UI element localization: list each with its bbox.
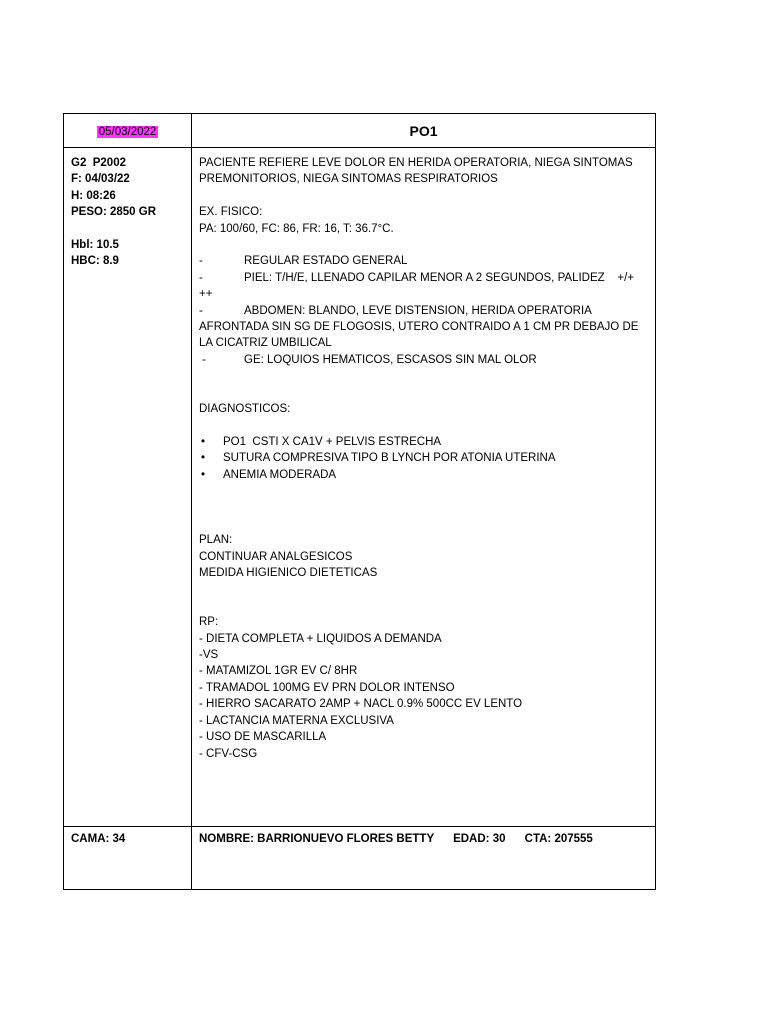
- diagnosis-1: PO1 CSTI X CA1V + PELVIS ESTRECHA: [223, 435, 442, 448]
- plan-item-2: MEDIDA HIGIENICO DIETETICAS: [199, 567, 378, 580]
- diagnosis-item: • PO1 CSTI X CA1V + PELVIS ESTRECHA: [199, 434, 648, 450]
- subjective-line-2: PREMONITORIOS, NIEGA SINTOMAS RESPIRATORIOS: [199, 173, 498, 186]
- patient-info-cell: [64, 148, 192, 827]
- date-cell: [64, 114, 192, 148]
- exam-skin: PIEL: T/H/E, LLENADO CAPILAR MENOR A 2 SEGUNDOS, PALIDEZ +/+: [244, 271, 635, 284]
- bed-number: CAMA: 34: [71, 833, 126, 845]
- rp-item-1: - DIETA COMPLETA + LIQUIDOS A DEMANDA: [199, 632, 442, 645]
- notes-cell: [192, 148, 656, 827]
- exam-item: - ABDOMEN: BLANDO, LEVE DISTENSION, HERIDA OPERATORIA: [199, 303, 648, 319]
- rp-item-7: - USO DE MASCARILLA: [199, 731, 327, 744]
- note-title: PO1: [192, 114, 656, 148]
- exam-skin-cont: ++: [199, 288, 213, 301]
- birth-date: F: 04/03/22: [71, 173, 130, 186]
- exam-abdomen-cont-2: LA CICATRIZ UMBILICAL: [199, 337, 332, 350]
- header-row: [64, 114, 656, 148]
- birth-time: H: 08:26: [71, 189, 116, 202]
- patient-cell: [192, 827, 656, 890]
- hemoglobin: Hbl: 10.5: [71, 239, 119, 252]
- plan-title: PLAN:: [199, 534, 233, 547]
- diagnosis-item: • ANEMIA MODERADA: [199, 467, 648, 483]
- bed-cell: [64, 827, 192, 890]
- exam-ge: GE: LOQUIOS HEMATICOS, ESCASOS SIN MAL OLOR: [244, 353, 537, 366]
- exam-title: EX. FISICO:: [199, 206, 263, 219]
- rp-item-8: - CFV-CSG: [199, 747, 258, 760]
- rp-item-5: - HIERRO SACARATO 2AMP + NACL 0.9% 500CC EV LENTO: [199, 698, 523, 711]
- clinical-note-table: [63, 113, 656, 890]
- diagnosis-2: SUTURA COMPRESIVA TIPO B LYNCH POR ATONIA UTERINA: [223, 452, 556, 465]
- exam-item: - PIEL: T/H/E, LLENADO CAPILAR MENOR A 2 SEGUNDOS, PALIDEZ +/+: [199, 270, 648, 286]
- vital-signs: PA: 100/60, FC: 86, FR: 16, T: 36.7°C.: [199, 222, 394, 235]
- note-date: 05/03/2022: [98, 125, 157, 138]
- gravida-para: G2 P2002: [71, 157, 126, 169]
- body-row: [64, 148, 656, 827]
- rp-title: RP:: [199, 616, 219, 629]
- hbc-value: HBC: 8.9: [71, 255, 119, 268]
- diagnosis-3: ANEMIA MODERADA: [223, 468, 337, 481]
- exam-abdomen: ABDOMEN: BLANDO, LEVE DISTENSION, HERIDA OPERATORIA: [244, 304, 592, 317]
- patient-identification: NOMBRE: BARRIONUEVO FLORES BETTY EDAD: 30 CTA: 207555: [199, 833, 593, 845]
- rp-item-6: - LACTANCIA MATERNA EXCLUSIVA: [199, 714, 394, 727]
- exam-item: - REGULAR ESTADO GENERAL: [199, 253, 648, 269]
- weight: PESO: 2850 GR: [71, 206, 157, 219]
- subjective-line-1: PACIENTE REFIERE LEVE DOLOR EN HERIDA OPERATORIA, NIEGA SINTOMAS: [199, 157, 633, 169]
- exam-abdomen-cont-1: AFRONTADA SIN SG DE FLOGOSIS, UTERO CONTRAIDO A 1 CM PR DEBAJO DE: [199, 321, 639, 334]
- exam-general: REGULAR ESTADO GENERAL: [244, 255, 408, 268]
- plan-item-1: CONTINUAR ANALGESICOS: [199, 550, 353, 563]
- rp-item-3: - MATAMIZOL 1GR EV C/ 8HR: [199, 665, 358, 678]
- diagnoses-title: DIAGNOSTICOS:: [199, 403, 291, 416]
- rp-item-2: -VS: [199, 649, 219, 662]
- footer-row: [64, 827, 656, 890]
- rp-item-4: - TRAMADOL 100MG EV PRN DOLOR INTENSO: [199, 681, 455, 694]
- exam-item: - GE: LOQUIOS HEMATICOS, ESCASOS SIN MAL OLOR: [199, 352, 648, 368]
- diagnosis-item: • SUTURA COMPRESIVA TIPO B LYNCH POR ATONIA UTERINA: [199, 450, 648, 466]
